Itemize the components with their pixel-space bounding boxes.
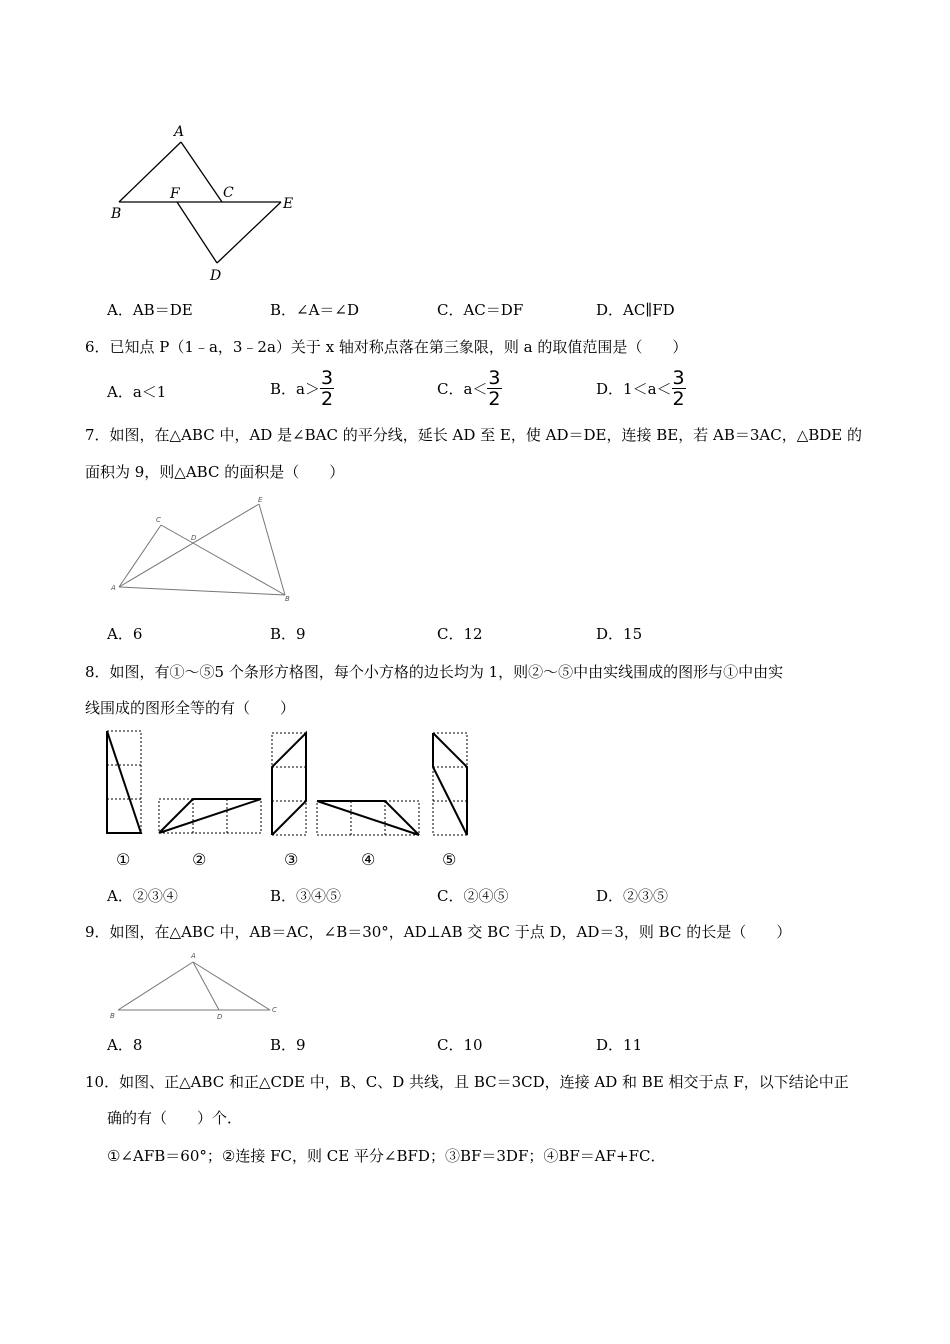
q8-figure [100, 725, 480, 840]
q7-label-e: E [258, 496, 263, 504]
q5-label-d: D [210, 268, 222, 284]
q8-label-3: ③ [284, 850, 299, 869]
fraction-numerator: 3 [488, 367, 501, 389]
q7-label-b: B [285, 595, 290, 603]
q5-label-c: C [223, 185, 234, 201]
fraction-denominator: 2 [488, 388, 501, 410]
q7-figure [105, 495, 305, 605]
q5-label-f: F [170, 186, 180, 202]
q9-option-d: D．11 [596, 1036, 643, 1054]
q8-option-b: B．③④⑤ [270, 887, 342, 905]
q6-option-d [596, 368, 686, 409]
q6-option-a: A．a＜1 [107, 383, 167, 401]
q9-option-c: C．10 [437, 1036, 483, 1054]
q9-label-b: B [110, 1012, 115, 1020]
q10-stem-line3: ①∠AFB＝60°；②连接 FC，则 CE 平分∠BFD；③BF＝3DF；④BF＝AF+FC． [107, 1147, 666, 1165]
q7-label-d: D [191, 534, 197, 542]
q5-figure [105, 120, 305, 285]
q8-option-c: C．②④⑤ [437, 887, 509, 905]
q6-option-c [437, 368, 502, 409]
q5-option-c: C．AC＝DF [437, 301, 524, 319]
q9-figure [105, 948, 290, 1020]
q9-label-d: D [217, 1013, 223, 1020]
q8-stem-line1: 8．如图，有①～⑤5 个条形方格图，每个小方格的边长均为 1，则②～⑤中由实线围成的图形与①中由实 [85, 663, 784, 681]
q7-option-a: A．6 [107, 625, 143, 643]
q6-option-c-fraction [487, 368, 501, 409]
fraction-numerator: 3 [320, 367, 334, 389]
fraction-denominator: 2 [320, 388, 334, 410]
q5-option-d: D．AC∥FD [596, 301, 675, 319]
q6-option-c-text: C．a＜ [437, 380, 488, 398]
q6-stem: 6．已知点 P（1﹣a，3﹣2a）关于 x 轴对称点落在第三象限，则 a 的取值范围是（ ） [85, 338, 688, 356]
q8-option-a: A．②③④ [107, 887, 178, 905]
q5-label-b: B [111, 206, 122, 222]
q7-option-c: C．12 [437, 625, 483, 643]
q9-option-a: A．8 [107, 1036, 143, 1054]
q8-option-d: D．②③⑤ [596, 887, 669, 905]
q9-option-b: B．9 [270, 1036, 306, 1054]
q5-option-b: B．∠A＝∠D [270, 301, 360, 319]
q7-option-b: B．9 [270, 625, 306, 643]
q10-stem-line2: 确的有（ ）个． [107, 1109, 243, 1127]
q9-label-c: C [272, 1006, 277, 1014]
fraction-numerator: 3 [672, 367, 685, 389]
q5-option-a: A．AB＝DE [107, 301, 193, 319]
q6-option-d-text: D．1＜a＜ [596, 380, 672, 398]
fraction-denominator: 2 [672, 388, 685, 410]
q6-option-b-fraction [320, 368, 334, 409]
q7-stem-line2: 面积为 9，则△ABC 的面积是（ ） [85, 463, 345, 481]
q8-label-4: ④ [361, 850, 376, 869]
q8-label-2: ② [192, 850, 207, 869]
q8-label-1: ① [116, 850, 131, 869]
q8-label-5: ⑤ [442, 850, 457, 869]
q5-label-e: E [283, 196, 294, 212]
q7-label-a: A [111, 584, 116, 592]
q7-label-c: C [156, 516, 161, 524]
q7-option-d: D．15 [596, 625, 643, 643]
q9-stem: 9．如图，在△ABC 中，AB＝AC，∠B＝30°，AD⊥AB 交 BC 于点 D，AD＝3，则 BC 的长是（ ） [85, 923, 792, 941]
q10-stem-line1: 10．如图、正△ABC 和正△CDE 中，B、C、D 共线，且 BC＝3CD，连接 AD 和 BE 相交于点 F，以下结论中正 [85, 1073, 849, 1091]
q9-label-a: A [191, 952, 196, 960]
q5-label-a: A [174, 124, 185, 140]
q6-option-b [270, 368, 334, 409]
q8-stem-line2: 线围成的图形全等的有（ ） [85, 699, 296, 717]
q6-option-b-text: B．a＞ [270, 380, 320, 398]
q6-option-d-fraction [672, 368, 686, 409]
q7-stem-line1: 7．如图，在△ABC 中，AD 是∠BAC 的平分线，延长 AD 至 E，使 AD＝DE，连接 BE，若 AB＝3AC，△BDE 的 [85, 426, 862, 444]
